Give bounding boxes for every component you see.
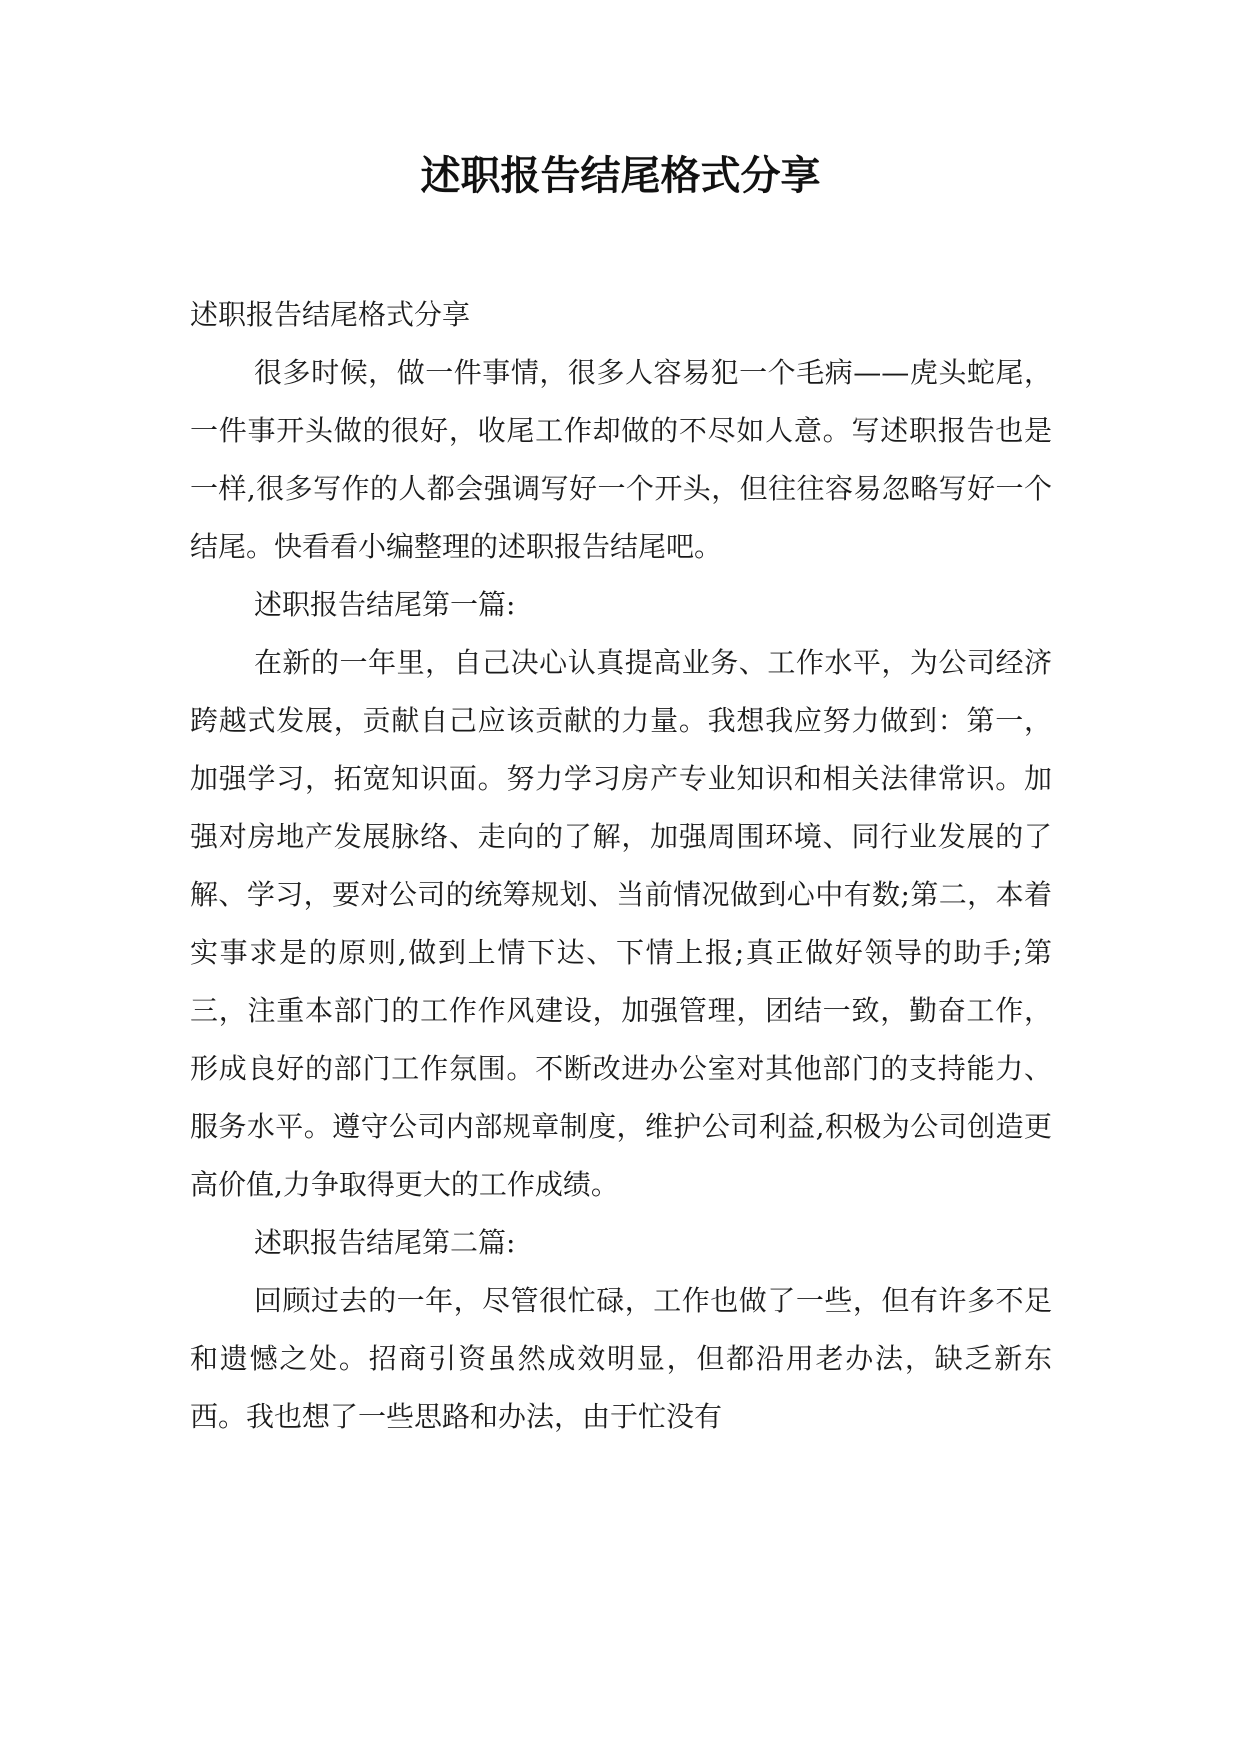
document-body xyxy=(190,286,1052,1446)
first-section-paragraph: 在新的一年里，自己决心认真提高业务、工作水平，为公司经济跨越式发展，贡献自己应该贡献的力量。我想我应努力做到：第一，加强学习，拓宽知识面。努力学习房产专业知识和相关法律常识。加强对房地产发展脉络、走向的了解，加强周围环境、同行业发展的了解、学习，要对公司的统筹规划、当前情况做到心中有数;第二，本着实事求是的原则,做到上情下达、下情上报;真正做好领导的助手;第三，注重本部门的工作作风建设，加强管理，团结一致，勤奋工作，形成良好的部门工作氛围。不断改进办公室对其他部门的支持能力、服务水平。遵守公司内部规章制度，维护公司利益,积极为公司创造更高价值,力争取得更大的工作成绩。 xyxy=(190,646,1052,1201)
second-section-paragraph: 回顾过去的一年，尽管很忙碌，工作也做了一些，但有许多不足和遗憾之处。招商引资虽然成效明显，但都沿用老办法，缺乏新东西。我也想了一些思路和办法，由于忙没有 xyxy=(190,1284,1052,1433)
subtitle-line: 述职报告结尾格式分享 xyxy=(190,298,471,331)
section-heading-first: 述职报告结尾第一篇: xyxy=(254,588,516,621)
section-heading-second: 述职报告结尾第二篇: xyxy=(254,1226,516,1259)
intro-paragraph: 很多时候，做一件事情，很多人容易犯一个毛病——虎头蛇尾，一件事开头做的很好，收尾工作却做的不尽如人意。写述职报告也是一样,很多写作的人都会强调写好一个开头，但往往容易忽略写好一个结尾。快看看小编整理的述职报告结尾吧。 xyxy=(190,356,1052,563)
page-title: 述职报告结尾格式分享 xyxy=(420,152,821,199)
